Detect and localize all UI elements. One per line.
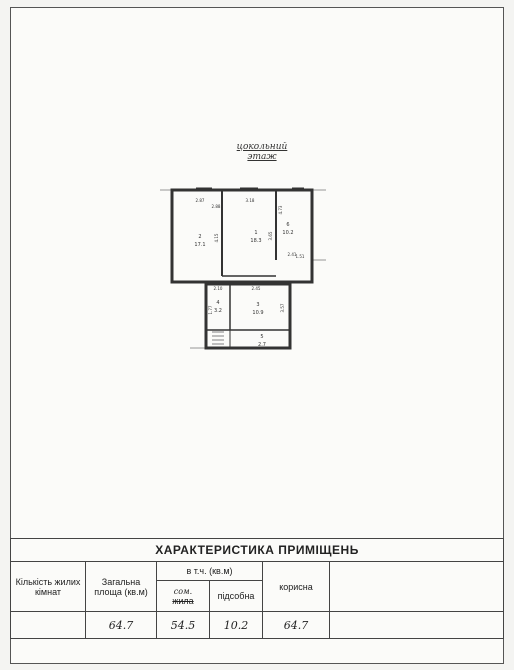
dimension-label: 4.73	[278, 205, 283, 215]
room-3-area: 10.9	[252, 310, 264, 316]
value-total-area: 64.7	[86, 612, 157, 639]
room-5-area: 2.7	[258, 342, 266, 348]
header-empty	[330, 562, 504, 612]
dimension-label: 2.88	[211, 204, 221, 209]
dimension-label: 2.41	[287, 252, 297, 257]
dimension-label: 1.77	[208, 305, 213, 315]
room-3-number: 3	[256, 302, 260, 308]
room-4-area: 3.2	[214, 308, 222, 314]
dimension-label: 2.87	[195, 198, 205, 203]
room-1-number: 1	[254, 230, 258, 236]
table-title: ХАРАКТЕРИСТИКА ПРИМІЩЕНЬ	[11, 539, 504, 562]
room-4-number: 4	[216, 300, 220, 306]
room-2-area: 17.1	[194, 242, 206, 248]
dimension-label: 3.57	[280, 303, 285, 313]
characteristics-table	[10, 538, 504, 639]
room-6-area: 10.2	[282, 230, 294, 236]
dimension-label: 2.45	[251, 286, 261, 291]
header-living-area	[157, 581, 210, 612]
value-useful-area: 64.7	[263, 612, 330, 639]
dimension-label: 4.15	[214, 233, 219, 243]
value-living-rooms-count	[11, 612, 86, 639]
room-2-number: 2	[198, 234, 202, 240]
value-empty	[330, 612, 504, 639]
dimension-label: 1.51	[295, 254, 305, 259]
plan-title: цокольний этаж	[236, 142, 288, 162]
floor-plan	[160, 180, 330, 360]
room-1-area: 18.3	[250, 238, 262, 244]
header-auxiliary-area: підсобна	[210, 581, 263, 612]
header-total-area: Загальна площа (кв.м)	[86, 562, 157, 612]
value-auxiliary-area: 10.2	[210, 612, 263, 639]
living-area-note: сом.	[173, 586, 193, 596]
value-living-area: 54.5	[157, 612, 210, 639]
header-useful-area: корисна	[263, 562, 330, 612]
dimension-label: 2.10	[213, 286, 223, 291]
living-area-label: жила	[172, 595, 194, 606]
header-including: в т.ч. (кв.м)	[157, 562, 263, 581]
dimension-label: 3.65	[268, 231, 273, 241]
room-6-number: 6	[286, 222, 290, 228]
room-5-number: 5	[260, 334, 264, 340]
header-living-rooms-count: Кількість жилих кімнат	[11, 562, 86, 612]
dimension-label: 3.18	[245, 198, 255, 203]
